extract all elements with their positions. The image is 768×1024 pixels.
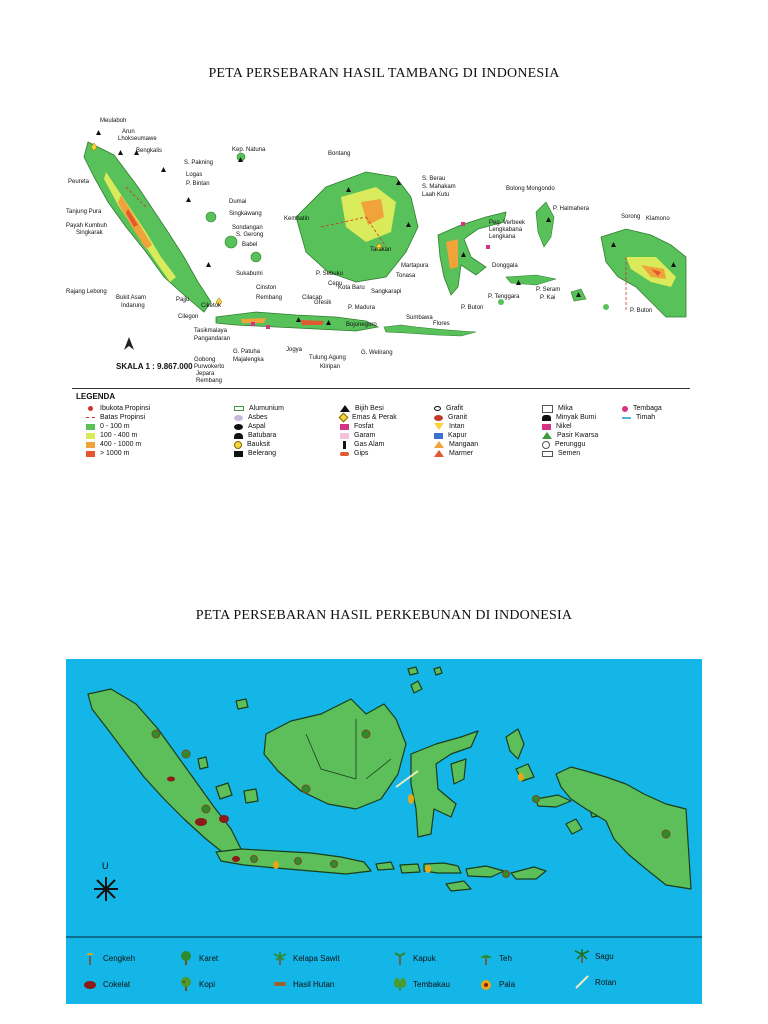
place-label: Martapura xyxy=(401,263,429,269)
manganese-icon xyxy=(434,441,444,448)
phosphate-icon xyxy=(340,424,349,430)
graphite-icon xyxy=(434,406,441,411)
swatch-icon xyxy=(86,442,95,448)
legend-item: Gips xyxy=(340,449,368,458)
place-label: Rembang xyxy=(196,378,223,384)
place-label: Bontang xyxy=(328,151,351,157)
marble-icon xyxy=(434,450,444,457)
legend-item: Kapuk xyxy=(392,950,436,966)
legend-item: 100 - 400 m xyxy=(86,431,137,440)
place-label: Bengkalis xyxy=(136,148,163,154)
place-label: Donggala xyxy=(492,263,518,269)
legend-item: Mika xyxy=(542,404,573,413)
place-label: Dumai xyxy=(229,199,247,205)
legend-item: Emas & Perak xyxy=(340,413,397,422)
place-label: Tulung Agung xyxy=(309,355,346,361)
place-label: Cepu xyxy=(328,281,343,287)
place-label: G. Welirang xyxy=(361,350,393,356)
red-dot-icon xyxy=(88,406,93,411)
place-label: Singkawang xyxy=(229,211,262,217)
oil-palm-icon xyxy=(272,950,288,966)
legend-item: Granit xyxy=(434,413,467,422)
place-label: Peureta xyxy=(68,179,90,185)
mica-icon xyxy=(542,405,553,413)
swatch-icon xyxy=(86,424,95,430)
place-label: S. Mahakam xyxy=(422,184,456,190)
place-label: Sangkarapi xyxy=(371,289,402,295)
quartz-sand-icon xyxy=(542,432,552,439)
legend-item: Batubara xyxy=(234,431,276,440)
place-label: Tanjung Pura xyxy=(66,209,102,215)
place-label: Peg. Verbeek xyxy=(489,220,526,226)
asphalt-icon xyxy=(234,424,243,430)
place-label: Indarung xyxy=(121,303,145,309)
place-label: Cilegon xyxy=(178,314,199,320)
legend-item: Garam xyxy=(340,431,375,440)
place-label: Klamono xyxy=(646,216,670,222)
place-label: Babel xyxy=(242,242,258,248)
place-label: Tasikmalaya xyxy=(194,328,228,334)
place-label: P. Tenggara xyxy=(488,294,520,300)
legend-item: Kopi xyxy=(178,976,215,992)
legend-item: Belerang xyxy=(234,449,276,458)
place-label: P. Buton xyxy=(461,305,484,311)
place-label: S. Gerong xyxy=(236,232,264,238)
legend-item: Minyak Bumi xyxy=(542,413,596,422)
nutmeg-icon xyxy=(478,976,494,992)
place-label: Sondangan xyxy=(232,225,263,231)
swatch-icon xyxy=(86,451,95,457)
legend-item: Karet xyxy=(178,950,218,966)
legend-item: Bauksit xyxy=(234,440,270,449)
kapok-tree-icon xyxy=(392,950,408,966)
plantation-legend xyxy=(66,936,702,1004)
mining-legend xyxy=(72,388,690,475)
place-label: Tarakan xyxy=(370,247,392,253)
place-label: Logas xyxy=(186,172,203,178)
legend-item: Tembakau xyxy=(392,976,450,992)
place-label: Gresik xyxy=(314,300,332,306)
place-label: Kep. Natuna xyxy=(232,147,266,153)
place-label: Pajju xyxy=(176,297,190,303)
map2-title: PETA PERSEBARAN HASIL PERKEBUNAN DI INDONESIA xyxy=(195,608,573,623)
legend-item: Intan xyxy=(434,422,465,431)
place-label: Arun xyxy=(122,129,135,135)
place-label: Bukit Asam xyxy=(116,295,147,301)
legend-item: Perunggu xyxy=(542,440,585,449)
place-label: P. Seram xyxy=(536,287,561,293)
legend-item: Sagu xyxy=(574,948,614,964)
legend-item: Asbes xyxy=(234,413,267,422)
place-label: P. Bintan xyxy=(186,181,210,187)
place-label: S. Pakning xyxy=(184,160,214,166)
copper-icon xyxy=(622,406,628,412)
clove-icon xyxy=(82,950,98,966)
legend-item: Tembaga xyxy=(622,404,662,413)
nickel-icon xyxy=(542,424,551,430)
legend-item: > 1000 m xyxy=(86,449,129,458)
legend-item: Bijih Besi xyxy=(340,404,384,413)
place-label: Jogya xyxy=(286,347,303,353)
place-label: Jepara xyxy=(196,371,215,377)
tea-icon xyxy=(478,950,494,966)
place-label: P. Sebuku xyxy=(316,271,343,277)
place-label: Bojonegoro xyxy=(346,322,377,328)
legend-item: Rotan xyxy=(574,974,616,990)
dashed-line-icon xyxy=(86,417,95,418)
tobacco-icon xyxy=(392,976,408,992)
gold-silver-icon xyxy=(339,413,349,423)
place-label: Pangandaran xyxy=(194,336,231,342)
place-label: Kota Baru xyxy=(338,285,365,291)
rattan-icon xyxy=(574,974,590,990)
place-label: Laah Kutu xyxy=(422,192,450,198)
aluminium-icon xyxy=(234,406,244,411)
legend-item: 0 - 100 m xyxy=(86,422,130,431)
map-scale: SKALA 1 : 9.867.000 xyxy=(116,362,193,371)
limestone-icon xyxy=(434,433,443,439)
place-label: P. Buton xyxy=(630,308,653,314)
place-label: Purwokerto xyxy=(194,364,225,370)
place-label: Cinston xyxy=(256,285,277,291)
place-label: Tonasa xyxy=(396,273,416,279)
place-label: Sumbawa xyxy=(406,315,433,321)
place-label: Kembatin xyxy=(284,216,310,222)
compass-north-label: U xyxy=(102,861,109,871)
granite-icon xyxy=(434,415,443,421)
legend-item: Nikel xyxy=(542,422,572,431)
cocoa-icon xyxy=(82,976,98,992)
place-label: P. Halmahera xyxy=(553,206,589,212)
place-label: G. Patuha xyxy=(233,349,261,355)
place-label: Bolong Mongondo xyxy=(506,186,555,192)
legend-item: Aspal xyxy=(234,422,266,431)
plantation-map xyxy=(66,659,702,1004)
legend-item: Grafit xyxy=(434,404,463,413)
legend-item: Kelapa Sawit xyxy=(272,950,340,966)
place-label: Sukabumi xyxy=(236,271,263,277)
legend-item: Timah xyxy=(622,413,655,422)
place-label: Lhokseumawe xyxy=(118,136,157,142)
swatch-icon xyxy=(86,433,95,439)
legend-item: Cengkeh xyxy=(82,950,135,966)
legend-item: Cokelat xyxy=(82,976,130,992)
place-label: P. Kai xyxy=(540,295,556,301)
oil-icon xyxy=(542,415,551,421)
salt-icon xyxy=(340,433,349,439)
legend-item: 400 - 1000 m xyxy=(86,440,141,449)
legend-item: Marmer xyxy=(434,449,473,458)
place-label: Lengkabana xyxy=(489,227,523,233)
place-label: Lengkana xyxy=(489,234,516,240)
diamond-icon xyxy=(434,423,444,430)
legend-item: Ibukota Propinsi xyxy=(86,404,150,413)
bronze-icon xyxy=(542,441,550,449)
place-label: Rajang Lebong xyxy=(66,289,107,295)
legend-item: Alumunium xyxy=(234,404,284,413)
gypsum-icon xyxy=(340,452,349,456)
legend-title: LEGENDA xyxy=(76,392,116,401)
legend-item: Gas Alam xyxy=(340,440,384,449)
place-label: P. Madura xyxy=(348,305,375,311)
place-label: Meulaboh xyxy=(100,118,127,124)
tin-icon xyxy=(622,417,631,419)
log-icon xyxy=(272,976,288,992)
place-label: Payah Kumbuh xyxy=(66,223,108,229)
coal-icon xyxy=(234,433,243,439)
legend-item: Mangaan xyxy=(434,440,478,449)
plantation-map-graphic xyxy=(66,659,702,936)
place-label: S. Berau xyxy=(422,176,446,182)
iron-ore-icon xyxy=(340,405,350,412)
legend-item: Pasir Kwarsa xyxy=(542,431,598,440)
place-label: Ciketok xyxy=(201,303,222,309)
sulfur-icon xyxy=(234,451,243,457)
place-label: Majalengka xyxy=(233,357,264,363)
map1-title: PETA PERSEBARAN HASIL TAMBANG DI INDONESIA xyxy=(208,66,560,81)
legend-item: Batas Propinsi xyxy=(86,413,145,422)
bauxite-icon xyxy=(234,441,242,449)
coffee-tree-icon xyxy=(178,976,194,992)
legend-item: Semen xyxy=(542,449,580,458)
legend-item: Fosfat xyxy=(340,422,373,431)
legend-item: Hasil Hutan xyxy=(272,976,334,992)
legend-item: Pala xyxy=(478,976,515,992)
sago-palm-icon xyxy=(574,948,590,964)
cement-icon xyxy=(542,451,553,457)
rubber-tree-icon xyxy=(178,950,194,966)
mining-map xyxy=(66,117,696,477)
place-label: Kliripan xyxy=(320,364,341,370)
place-label: Singkarak xyxy=(76,230,103,236)
place-label: Sorong xyxy=(621,214,641,220)
place-label: Flores xyxy=(433,321,450,327)
natural-gas-icon xyxy=(343,441,346,449)
legend-item: Teh xyxy=(478,950,512,966)
legend-item: Kapur xyxy=(434,431,467,440)
place-label: Rembang xyxy=(256,295,283,301)
place-label: Cilacap xyxy=(302,295,323,301)
place-label: Gobong xyxy=(194,357,216,363)
asbestos-icon xyxy=(234,415,243,421)
